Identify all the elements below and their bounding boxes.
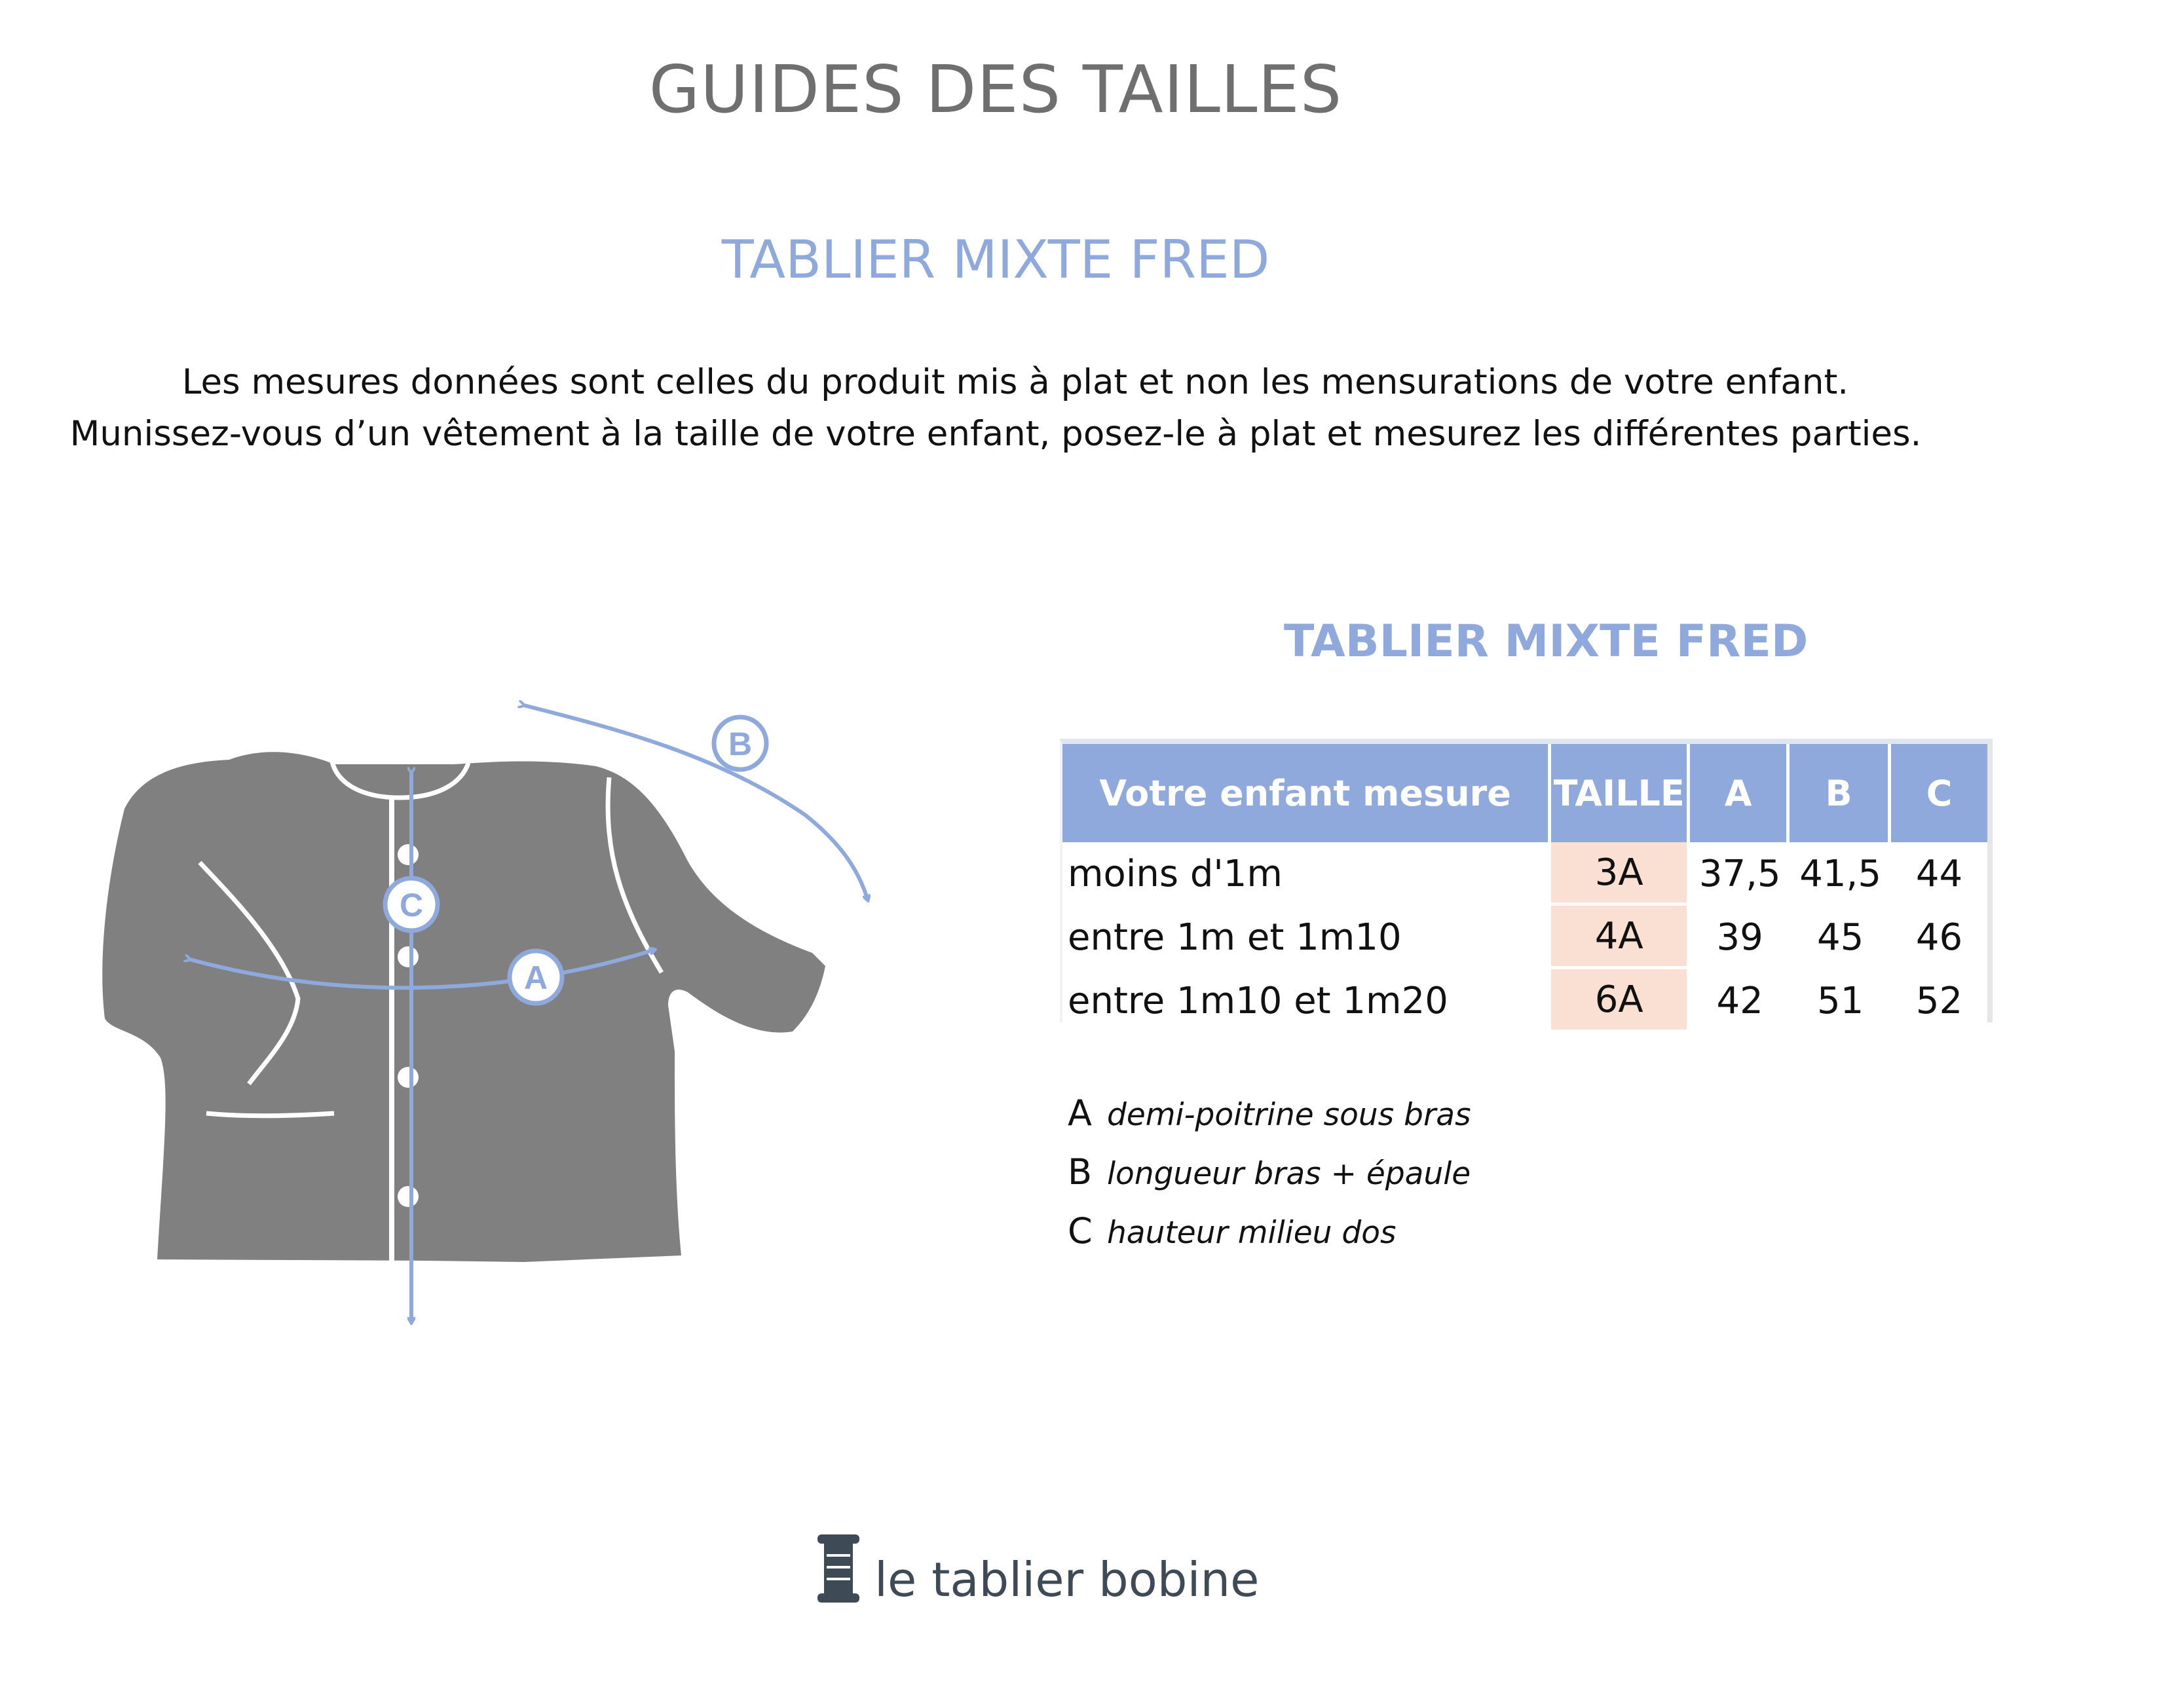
- apron-shape: [102, 752, 825, 1262]
- table-header-row: [1062, 744, 1987, 842]
- intro-line-1: Les mesures données sont celles du produit mis à plat et non les mensurations de votre enfant.: [181, 362, 1849, 402]
- column-header: TAILLE: [1551, 744, 1690, 842]
- table-row: [1062, 842, 1987, 906]
- button-icon: [398, 1067, 419, 1088]
- legend-item-c: [1068, 1210, 1396, 1252]
- spool-icon: [806, 1529, 871, 1608]
- table-cell: 45: [1816, 916, 1864, 959]
- table-cell: 39: [1716, 916, 1763, 959]
- page-title: GUIDES DES TAILLES: [648, 51, 1343, 128]
- svg-text:A: A: [523, 959, 548, 996]
- table-cell: 4A: [1551, 906, 1690, 969]
- table-cell: moins d'1m: [1068, 853, 1283, 895]
- column-header: C: [1891, 744, 1987, 842]
- column-header: B: [1790, 744, 1891, 842]
- svg-text:B: B: [728, 726, 753, 762]
- table-cell: 3A: [1551, 842, 1690, 906]
- label-a: [510, 951, 562, 1003]
- legend-text: demi-poitrine sous bras: [1107, 1097, 1471, 1133]
- table-cell: 37,5: [1698, 853, 1781, 895]
- size-table: [1060, 739, 1993, 1022]
- svg-text:C: C: [399, 887, 424, 923]
- table-cell: 52: [1915, 980, 1963, 1022]
- intro-line-2: Munissez-vous d’un vêtement à la taille de votre enfant, posez-le à plat et mesurez les différentes parties.: [69, 414, 1922, 454]
- table-cell: 51: [1816, 980, 1864, 1022]
- table-cell: entre 1m10 et 1m20: [1068, 980, 1448, 1022]
- column-header: A: [1690, 744, 1790, 842]
- table-cell: 46: [1915, 916, 1963, 959]
- brand-logo-text: le tablier bobine: [874, 1552, 1260, 1607]
- legend-item-a: [1068, 1092, 1471, 1134]
- label-c: [385, 878, 438, 931]
- table-cell: entre 1m et 1m10: [1068, 916, 1402, 959]
- table-cell: 41,5: [1799, 853, 1881, 895]
- legend-key: A: [1068, 1092, 1092, 1134]
- button-icon: [398, 1186, 419, 1207]
- apron-diagram: [98, 691, 963, 1352]
- legend-item-b: [1068, 1151, 1471, 1193]
- table-row: [1062, 906, 1987, 969]
- legend-key: C: [1068, 1210, 1093, 1252]
- label-b: [714, 717, 766, 770]
- legend-text: hauteur milieu dos: [1107, 1215, 1397, 1251]
- table-title: TABLIER MIXTE FRED: [1284, 616, 1809, 667]
- table-row: [1062, 969, 1987, 1033]
- table-cell: 42: [1716, 980, 1763, 1022]
- table-cell: 6A: [1551, 969, 1690, 1033]
- column-header: Votre enfant mesure: [1062, 744, 1551, 842]
- legend-key: B: [1068, 1151, 1093, 1193]
- legend-text: longueur bras + épaule: [1107, 1156, 1471, 1192]
- product-title: TABLIER MIXTE FRED: [721, 229, 1270, 290]
- table-cell: 44: [1915, 853, 1963, 895]
- button-icon: [398, 844, 419, 865]
- button-icon: [398, 946, 419, 967]
